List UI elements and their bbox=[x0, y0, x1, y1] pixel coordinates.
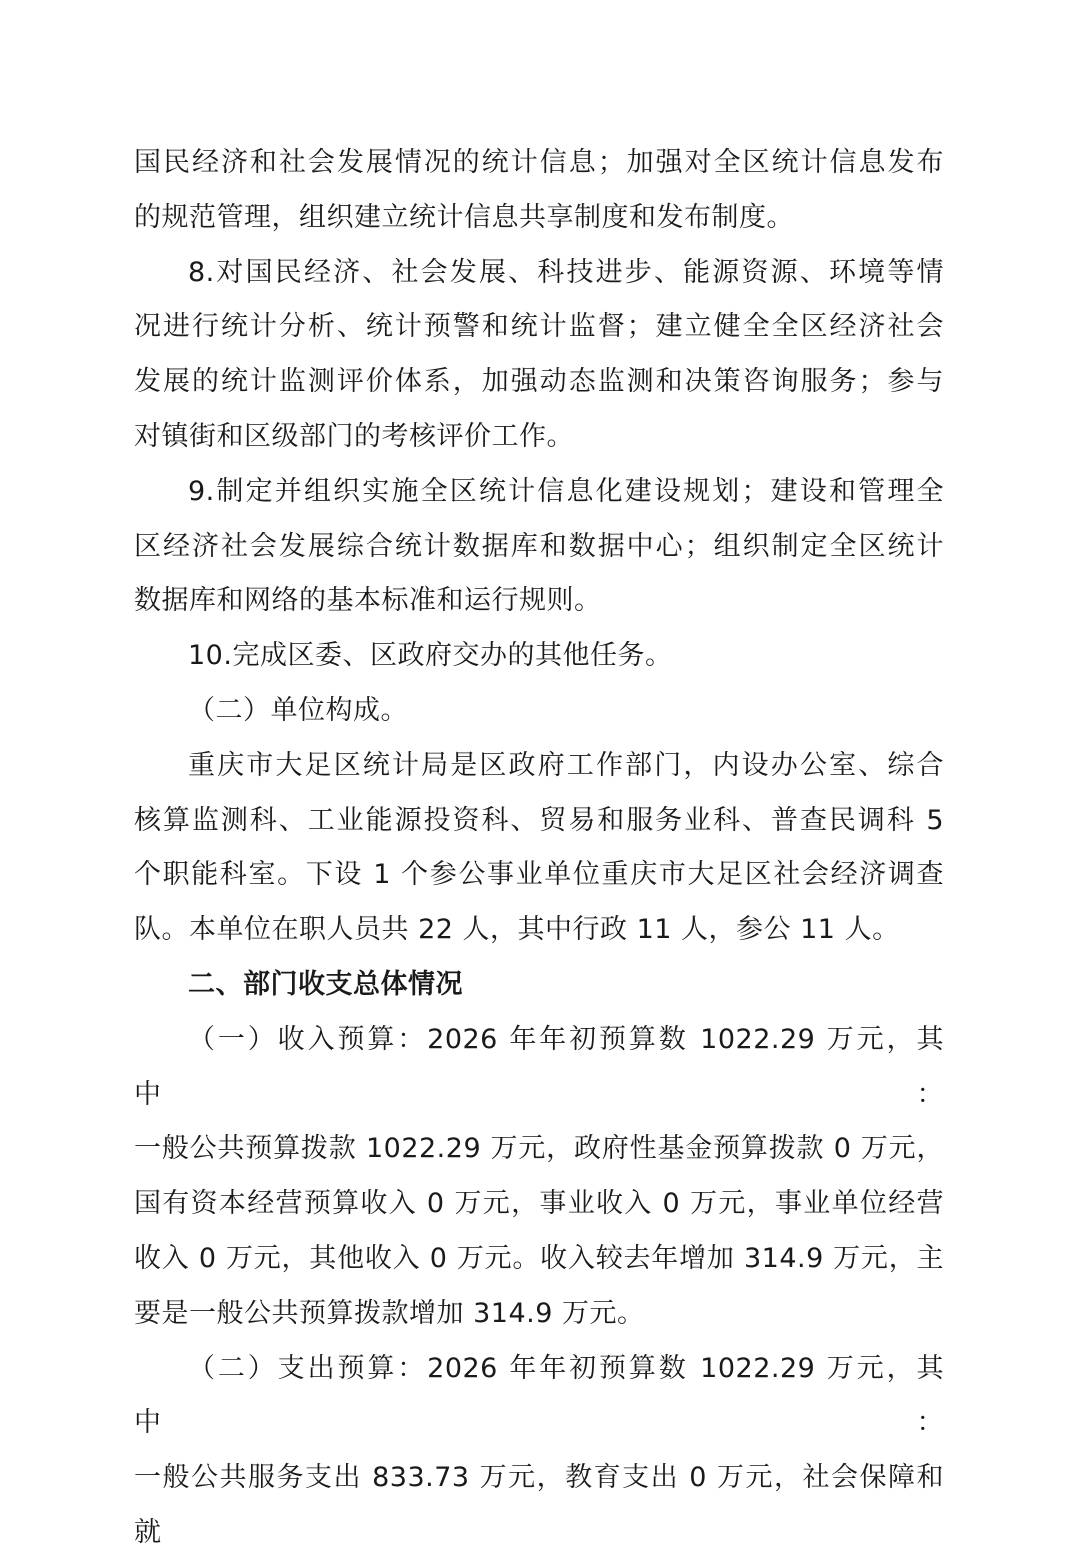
text-line: 发展的统计监测评价体系，加强动态监测和决策咨询服务；参与 bbox=[134, 366, 944, 398]
text-line: 况进行统计分析、统计预警和统计监督；建立健全全区经济社会 bbox=[134, 311, 944, 343]
section-heading-budget-overview bbox=[134, 958, 944, 1013]
text-line: 要是一般公共预算拨款增加 314.9 万元。 bbox=[134, 1297, 645, 1329]
text-line: 9.制定并组织实施全区统计信息化建设规划；建设和管理全 bbox=[188, 475, 944, 507]
text-line: 个职能科室。下设 1 个参公事业单位重庆市大足区社会经济调查 bbox=[134, 859, 944, 891]
text-line: （二）支出预算：2026 年年初预算数 1022.29 万元，其中： bbox=[134, 1352, 944, 1439]
paragraph-unit-composition bbox=[134, 739, 944, 958]
text-line: 数据库和网络的基本标准和运行规则。 bbox=[134, 585, 602, 617]
paragraph-item-9 bbox=[134, 465, 944, 629]
text-line: 的规范管理，组织建立统计信息共享制度和发布制度。 bbox=[134, 201, 794, 233]
text-line: 队。本单位在职人员共 22 人，其中行政 11 人，参公 11 人。 bbox=[134, 914, 900, 946]
text-line: （二）单位构成。 bbox=[188, 694, 408, 726]
text-line: 核算监测科、工业能源投资科、贸易和服务业科、普查民调科 5 bbox=[134, 804, 944, 836]
text-line: 一般公共服务支出 833.73 万元，教育支出 0 万元，社会保障和就 bbox=[134, 1462, 944, 1548]
text-line: 二、部门收支总体情况 bbox=[188, 968, 463, 1000]
paragraph-income-budget bbox=[134, 1013, 944, 1342]
text-line: 国民经济和社会发展情况的统计信息；加强对全区统计信息发布 bbox=[134, 147, 944, 178]
text-line: 一般公共预算拨款 1022.29 万元，政府性基金预算拨款 0 万元， bbox=[134, 1133, 944, 1165]
paragraph-statistics-info bbox=[134, 136, 944, 246]
paragraph-expenditure-budget bbox=[134, 1342, 944, 1561]
subheading-unit-composition bbox=[134, 684, 944, 739]
text-line: 8.对国民经济、社会发展、科技进步、能源资源、环境等情 bbox=[188, 256, 944, 288]
body-text bbox=[134, 136, 944, 1561]
text-line: （一）收入预算：2026 年年初预算数 1022.29 万元，其中： bbox=[134, 1023, 944, 1110]
paragraph-item-8 bbox=[134, 246, 944, 465]
text-line: 对镇街和区级部门的考核评价工作。 bbox=[134, 420, 574, 452]
text-line: 国有资本经营预算收入 0 万元，事业收入 0 万元，事业单位经营 bbox=[134, 1188, 944, 1220]
paragraph-item-10 bbox=[134, 629, 944, 684]
text-line: 收入 0 万元，其他收入 0 万元。收入较去年增加 314.9 万元，主 bbox=[134, 1242, 944, 1274]
text-line: 10.完成区委、区政府交办的其他任务。 bbox=[188, 640, 673, 672]
text-line: 区经济社会发展综合统计数据库和数据中心；组织制定全区统计 bbox=[134, 530, 944, 562]
text-line: 重庆市大足区统计局是区政府工作部门，内设办公室、综合 bbox=[188, 749, 944, 781]
